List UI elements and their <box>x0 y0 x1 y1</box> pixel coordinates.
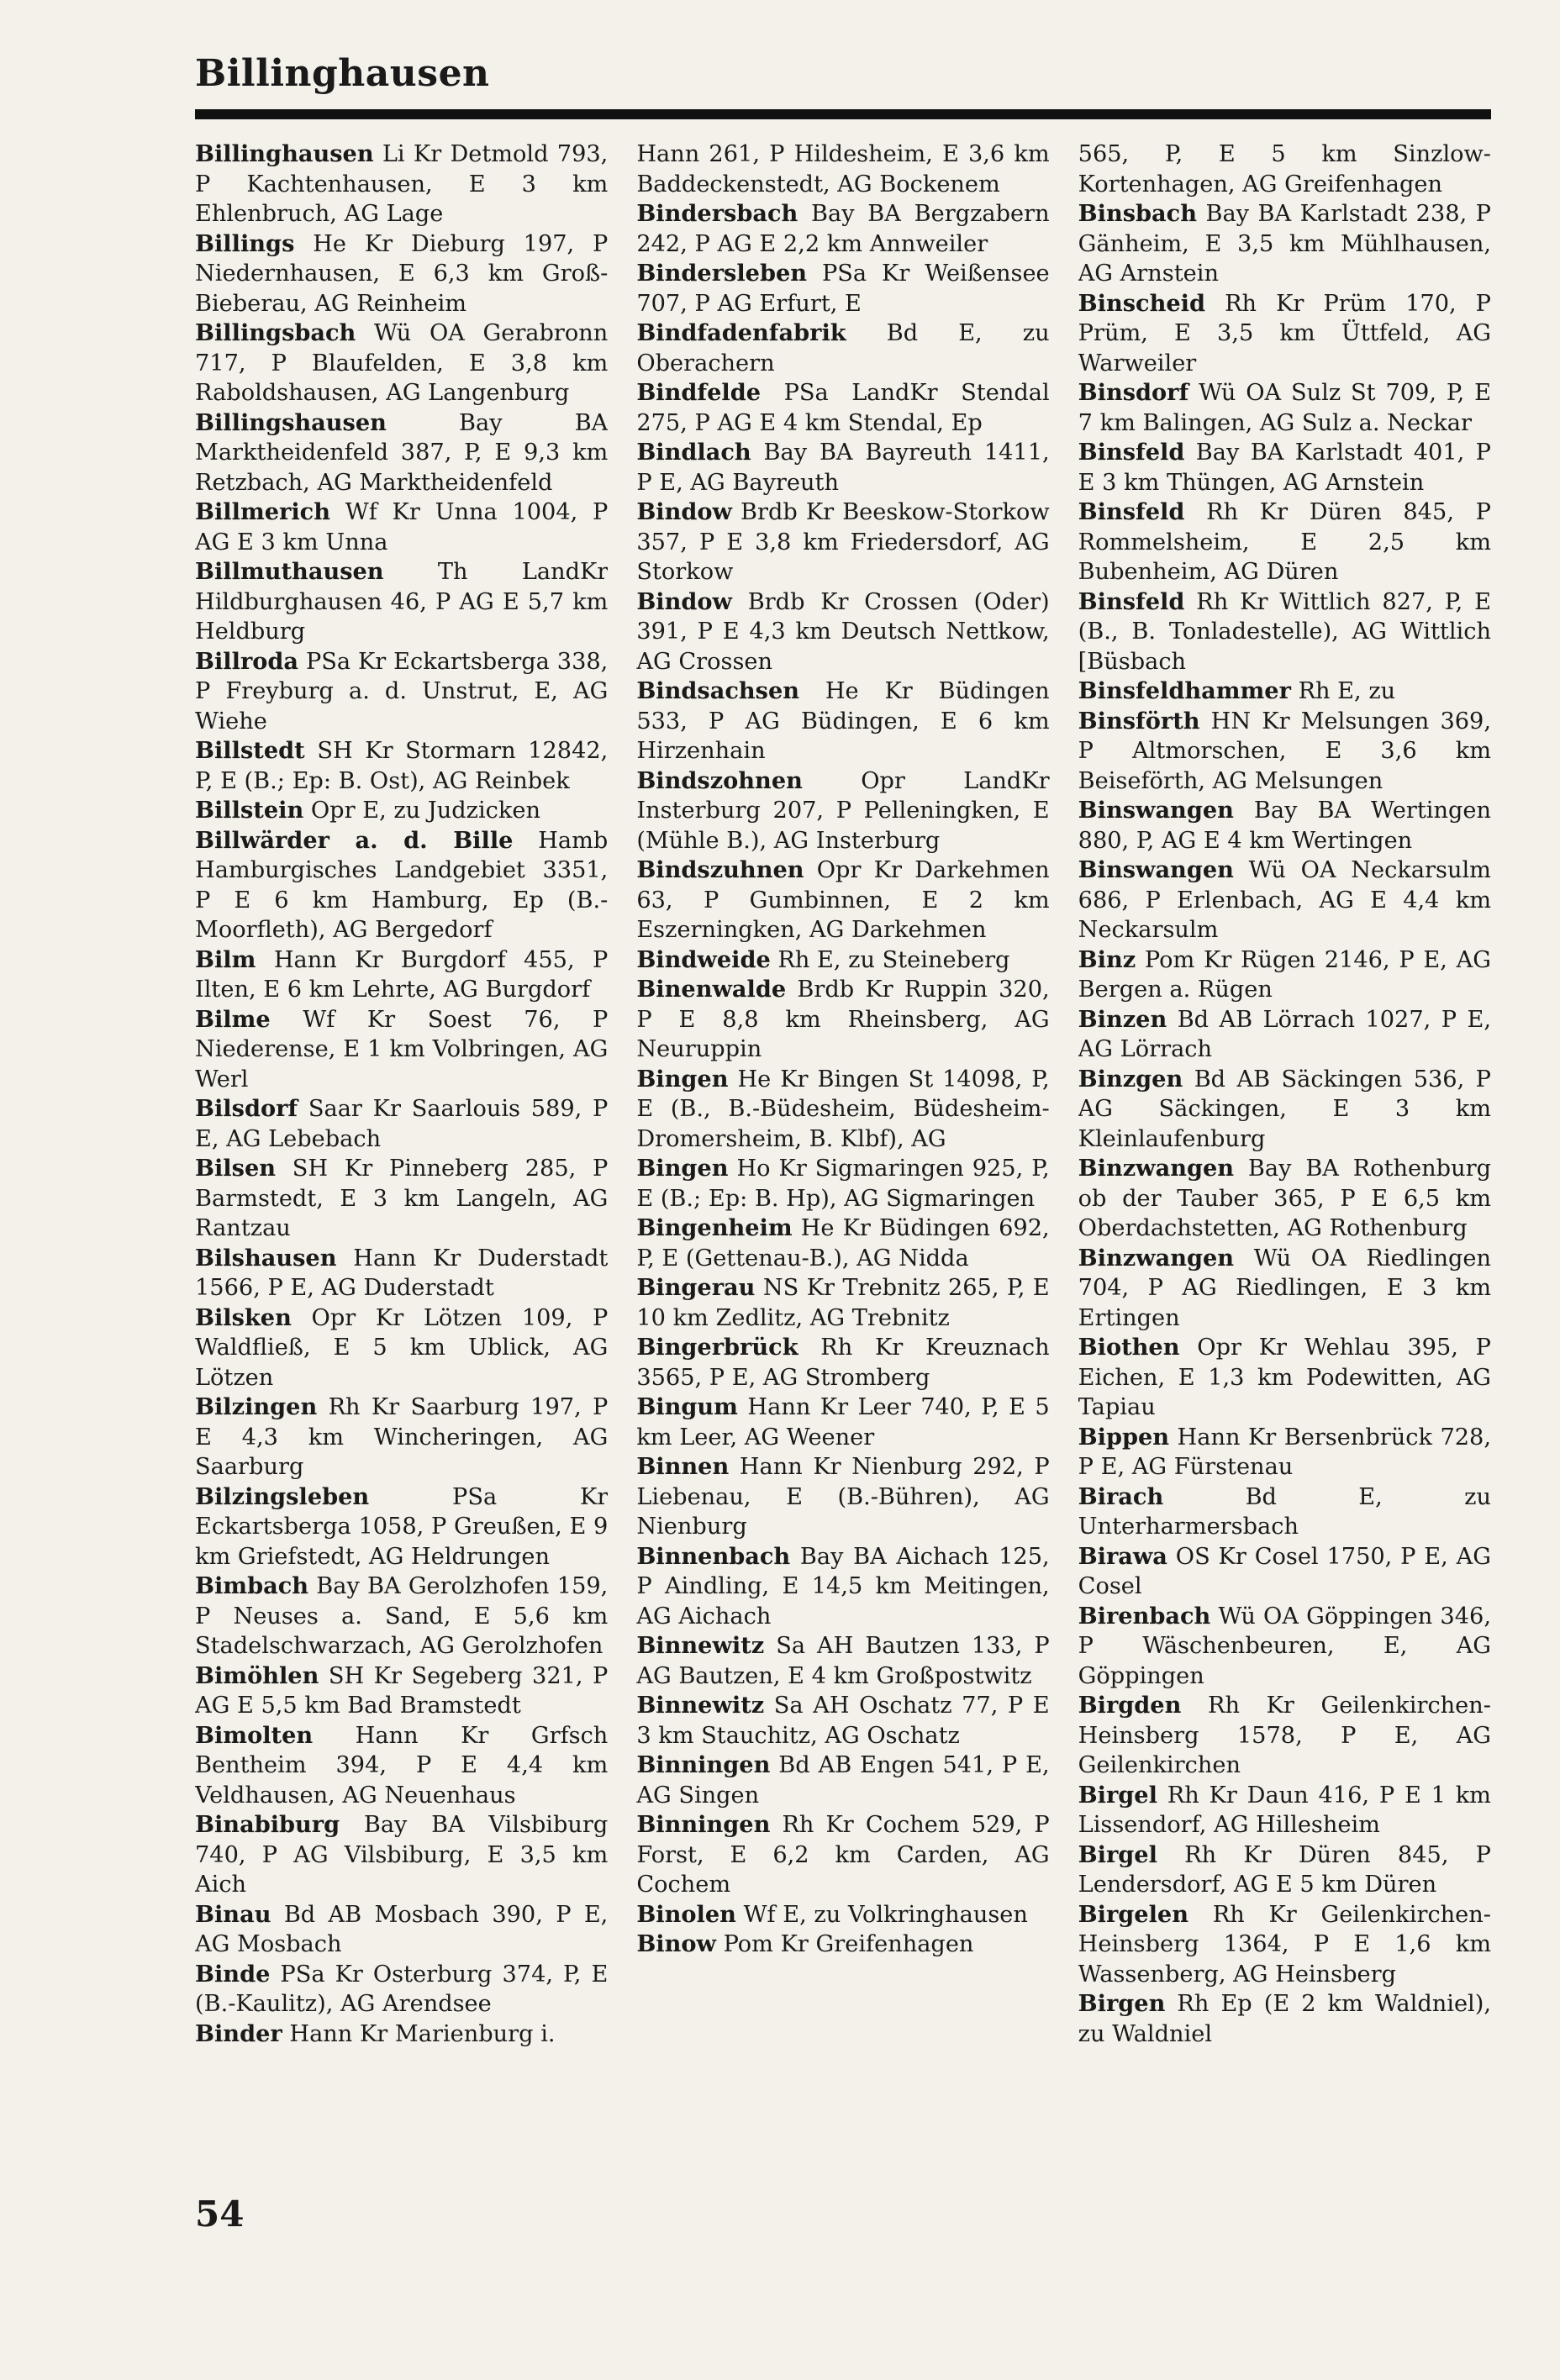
gazetteer-entry <box>1078 1989 1491 2049</box>
gazetteer-entry <box>1078 378 1491 438</box>
entry-headword: Bimbach <box>195 1572 309 1599</box>
gazetteer-entry <box>636 766 1049 856</box>
gazetteer-entry <box>1078 945 1491 1005</box>
entry-text: Wf Kr Unna 1004, P AG E 3 km Unna <box>195 499 609 556</box>
entry-headword: Bindfadenfabrik <box>636 319 846 346</box>
entry-text: Bd E, zu Oberachern <box>636 320 1050 376</box>
entry-text: Rh Kr Cochem 529, P Forst, E 6,2 km Carden, AG Cochem <box>636 1812 1050 1898</box>
gazetteer-entry <box>636 378 1049 438</box>
entry-headword: Billingshausen <box>195 408 387 436</box>
entry-text: PSa Kr Weißensee 707, P AG Erfurt, E <box>636 261 1050 317</box>
entry-text: Pom Kr Rügen 2146, P E, AG Bergen a. Rügen <box>1078 946 1491 1003</box>
gazetteer-entry <box>1078 1065 1491 1155</box>
gazetteer-entry <box>636 1393 1049 1452</box>
entry-text: Ho Kr Sigmaringen 925, P, E (B.; Ep: B. Hp), AG Sigmaringen <box>636 1156 1050 1212</box>
entry-headword: Billmuthausen <box>195 558 384 585</box>
entry-headword: Bippen <box>1078 1423 1170 1451</box>
gazetteer-entry <box>636 1751 1049 1810</box>
entry-headword: Binzwangen <box>1078 1244 1235 1272</box>
entry-text: Bay BA Marktheidenfeld 387, P, E 9,3 km Retzbach, AG Marktheidenfeld <box>195 409 609 496</box>
gazetteer-entry <box>636 1065 1049 1155</box>
entry-headword: Billingsbach <box>195 319 356 346</box>
gazetteer-entry <box>195 1661 608 1721</box>
gazetteer-entry <box>636 199 1049 259</box>
entry-headword: Bingerau <box>636 1274 756 1301</box>
entry-text: Bay BA Karlstadt 401, P E 3 km Thüngen, AG Arnstein <box>1078 440 1491 496</box>
entry-headword: Birgelen <box>1078 1900 1188 1928</box>
entry-text: SH Kr Pinneberg 285, P Barmstedt, E 3 km Langeln, AG Rantzau <box>195 1156 609 1241</box>
entry-headword: Binder <box>195 2019 282 2047</box>
entry-text: Li Kr Detmold 793, P Kachtenhausen, E 3 km Ehlenbruch, AG Lage <box>195 141 609 227</box>
entry-text: Pom Kr Greifenhagen <box>723 1931 974 1957</box>
gazetteer-entry <box>636 975 1049 1065</box>
gazetteer-entry <box>195 408 608 498</box>
running-head: Billinghausen <box>195 52 490 95</box>
column-3 <box>1078 140 1491 2257</box>
entry-headword: Bilzingsleben <box>195 1482 370 1510</box>
column-2 <box>636 140 1049 2257</box>
gazetteer-entry <box>1078 289 1491 379</box>
gazetteer-entry <box>195 498 608 557</box>
entry-text: Opr Kr Wehlau 395, P Eichen, E 1,3 km Podewitten, AG Tapiau <box>1078 1335 1491 1420</box>
gazetteer-entry <box>636 1333 1049 1393</box>
entry-text: SH Kr Stormarn 12842, P, E (B.; Ep: B. Ost), AG Reinbek <box>195 738 609 794</box>
entry-text: Rh Kr Saarburg 197, P E 4,3 km Wincheringen, AG Saarburg <box>195 1394 609 1480</box>
entry-headword: Binsfeld <box>1078 498 1185 525</box>
gazetteer-entry <box>1078 1333 1491 1423</box>
entry-text: Wf Kr Soest 76, P Niederense, E 1 km Volbringen, AG Werl <box>195 1006 609 1093</box>
entry-headword: Binabiburg <box>195 1811 340 1838</box>
gazetteer-entry <box>195 140 608 229</box>
entry-text: Bd AB Lörrach 1027, P E, AG Lörrach <box>1078 1006 1491 1062</box>
gazetteer-entry <box>1078 587 1491 677</box>
entry-headword: Binde <box>195 1960 271 1988</box>
entry-text: Rh Kr Düren 845, P Lendersdorf, AG E 5 km Düren <box>1078 1841 1491 1898</box>
entry-headword: Bilsen <box>195 1155 277 1182</box>
entry-text: Wü OA Neckarsulm 686, P Erlenbach, AG E 4,4 km Neckarsulm <box>1078 857 1491 943</box>
gazetteer-entry <box>1078 1781 1491 1840</box>
entry-text: Wü OA Göppingen 346, P Wäschenbeuren, E, AG Göppingen <box>1078 1603 1491 1689</box>
gazetteer-entry <box>195 1393 608 1482</box>
entry-text: Opr Kr Darkehmen 63, P Gumbinnen, E 2 km Eszerningken, AG Darkehmen <box>636 857 1050 943</box>
entry-text: Saar Kr Saarlouis 589, P E, AG Lebebach <box>195 1096 609 1152</box>
gazetteer-entry <box>1078 438 1491 498</box>
gazetteer-entry <box>636 1154 1049 1214</box>
gazetteer-entry <box>195 229 608 319</box>
entry-headword: Bindlach <box>636 439 751 466</box>
entry-headword: Bindszohnen <box>636 766 803 794</box>
gazetteer-entry <box>1078 1244 1491 1334</box>
entry-text: Wü OA Gerabronn 717, P Blaufelden, E 3,8 km Raboldshausen, AG Langenburg <box>195 320 609 406</box>
gazetteer-entry <box>195 319 608 408</box>
gazetteer-entry <box>636 1273 1049 1333</box>
entry-text: OS Kr Cosel 1750, P E, AG Cosel <box>1078 1543 1491 1599</box>
entry-headword: Binnewitz <box>636 1632 765 1659</box>
entry-text: Wf E, zu Volkringhausen <box>743 1901 1028 1928</box>
entry-headword: Binsbach <box>1078 200 1197 227</box>
gazetteer-entry <box>195 557 608 647</box>
entry-headword: Birawa <box>1078 1542 1167 1570</box>
gazetteer-entry <box>1078 1154 1491 1244</box>
gazetteer-entry <box>195 1960 608 2019</box>
gazetteer-entry <box>636 1214 1049 1273</box>
entry-headword: Binsfeldhammer <box>1078 677 1291 704</box>
gazetteer-entry <box>1078 707 1491 797</box>
entry-text: Th LandKr Hildburghausen 46, P AG E 5,7 km Heldburg <box>195 559 609 645</box>
entry-headword: Binscheid <box>1078 289 1205 317</box>
entry-text: Hann Kr Grfsch Bentheim 394, P E 4,4 km Veldhausen, AG Neuenhaus <box>195 1722 609 1809</box>
gazetteer-entry <box>195 796 608 826</box>
entry-text: Bd AB Säckingen 536, P AG Säckingen, E 3 km Kleinlaufenburg <box>1078 1066 1491 1152</box>
entry-headword: Bilsken <box>195 1303 292 1331</box>
gazetteer-entry <box>636 1542 1049 1632</box>
gazetteer-entry <box>1078 1542 1491 1602</box>
gazetteer-entry <box>636 677 1049 766</box>
entry-text: Opr LandKr Insterburg 207, P Pelleningken, E (Mühle B.), AG Insterburg <box>636 767 1050 854</box>
gazetteer-entry <box>636 587 1049 677</box>
gazetteer-entry <box>636 856 1049 945</box>
entry-text: He Kr Bingen St 14098, P, E (B., B.-Büdesheim, Büdesheim-Dromersheim, B. Klbf), AG <box>636 1066 1050 1152</box>
gazetteer-entry <box>1078 199 1491 289</box>
gazetteer-entry <box>636 1691 1049 1751</box>
entry-text: SH Kr Segeberg 321, P AG E 5,5 km Bad Bramstedt <box>195 1662 609 1719</box>
entry-text: Bay BA Karlstadt 238, P Gänheim, E 3,5 km Mühlhausen, AG Arnstein <box>1078 201 1491 287</box>
gazetteer-entry <box>1078 796 1491 856</box>
gazetteer-entry <box>636 319 1049 378</box>
entry-text: Rh Kr Düren 845, P Rommelsheim, E 2,5 km Bubenheim, AG Düren <box>1078 499 1491 585</box>
gazetteer-entry <box>1078 1602 1491 1692</box>
entry-headword: Binningen <box>636 1751 771 1778</box>
entry-text: Rh E, zu <box>1298 678 1396 704</box>
gazetteer-entry <box>195 647 608 737</box>
gazetteer-entry <box>195 2019 608 2050</box>
page-number: 54 <box>195 2193 245 2235</box>
entry-text: Opr Kr Lötzen 109, P Waldfließ, E 5 km Ublick, AG Lötzen <box>195 1304 609 1391</box>
entry-headword: Billings <box>195 229 295 257</box>
gazetteer-entry <box>636 1900 1049 1930</box>
entry-text: Rh Kr Geilenkirchen-Heinsberg 1578, P E, AG Geilenkirchen <box>1078 1693 1491 1778</box>
gazetteer-entry <box>636 438 1049 498</box>
entry-text: Hann 261, P Hildesheim, E 3,6 km Baddeckenstedt, AG Bockenem <box>636 141 1050 197</box>
entry-headword: Bindsachsen <box>636 677 800 704</box>
entry-headword: Billroda <box>195 647 299 675</box>
gazetteer-entry <box>1078 140 1491 199</box>
entry-text: Bd E, zu Unterharmersbach <box>1078 1483 1491 1540</box>
column-1 <box>195 140 608 2257</box>
entry-headword: Bilme <box>195 1005 271 1033</box>
entry-headword: Birgel <box>1078 1781 1157 1809</box>
entry-text: Bay BA Vilsbiburg 740, P AG Vilsbiburg, E 3,5 km Aich <box>195 1812 609 1898</box>
entry-headword: Binsfeld <box>1078 439 1185 466</box>
gazetteer-entry <box>195 736 608 796</box>
entry-text: Hann Kr Nienburg 292, P Liebenau, E (B.-Bühren), AG Nienburg <box>636 1454 1050 1540</box>
entry-text: He Kr Dieburg 197, P Niedernhausen, E 6,3 km Groß-Bieberau, AG Reinheim <box>195 230 609 317</box>
gazetteer-entry <box>1078 1840 1491 1900</box>
entry-headword: Birgen <box>1078 1990 1166 2017</box>
entry-text: Wü OA Riedlingen 704, P AG Riedlingen, E 3 km Ertingen <box>1078 1245 1491 1331</box>
entry-headword: Bingen <box>636 1155 729 1182</box>
entry-headword: Bingum <box>636 1393 738 1420</box>
entry-headword: Biothen <box>1078 1334 1180 1361</box>
gazetteer-entry <box>195 1154 608 1244</box>
header-rule <box>195 109 1491 119</box>
entry-headword: Billstedt <box>195 737 305 764</box>
entry-headword: Bimöhlen <box>195 1661 319 1689</box>
gazetteer-entry <box>195 1005 608 1095</box>
entry-headword: Bindweide <box>636 945 771 973</box>
entry-text: Sa AH Bautzen 133, P AG Bautzen, E 4 km Großpostwitz <box>636 1633 1050 1689</box>
gazetteer-entry <box>195 1900 608 1960</box>
entry-headword: Binzen <box>1078 1005 1167 1033</box>
entry-headword: Bingenheim <box>636 1214 793 1241</box>
entry-headword: Binz <box>1078 945 1136 973</box>
gazetteer-entry <box>1078 1005 1491 1065</box>
entry-text: Opr E, zu Judzicken <box>310 798 540 824</box>
entry-text: PSa Kr Osterburg 374, P, E (B.-Kaulitz), AG Arendsee <box>195 1961 609 2017</box>
entry-text: HN Kr Melsungen 369, P Altmorschen, E 3,6 km Beiseförth, AG Melsungen <box>1078 708 1491 794</box>
gazetteer-entry <box>636 498 1049 587</box>
entry-text: He Kr Büdingen 692, P, E (Gettenau-B.), AG Nidda <box>636 1215 1050 1272</box>
entry-headword: Binningen <box>636 1811 771 1838</box>
gazetteer-entry <box>636 945 1049 976</box>
entry-headword: Binenwalde <box>636 976 787 1003</box>
gazetteer-entry <box>636 140 1049 199</box>
gazetteer-entry <box>195 1303 608 1393</box>
entry-text: Rh Kr Kreuznach 3565, P E, AG Stromberg <box>636 1335 1050 1391</box>
entry-text: PSa Kr Eckartsberga 338, P Freyburg a. d. Unstrut, E, AG Wiehe <box>195 648 609 735</box>
entry-text: 565, P, E 5 km Sinzlow-Kortenhagen, AG Greifenhagen <box>1078 141 1491 197</box>
entry-text: Wü OA Sulz St 709, P, E 7 km Balingen, AG Sulz a. Neckar <box>1078 380 1491 436</box>
entry-headword: Bindow <box>636 587 732 615</box>
entry-headword: Binzwangen <box>1078 1155 1235 1182</box>
gazetteer-entry <box>1078 498 1491 587</box>
entry-headword: Bindfelde <box>636 379 762 406</box>
entry-headword: Binnenbach <box>636 1542 791 1570</box>
entry-headword: Binnewitz <box>636 1692 765 1719</box>
entry-text: Bay BA Gerolzhofen 159, P Neuses a. Sand, E 5,6 km Stadelschwarzach, AG Gerolzhofen <box>195 1573 609 1659</box>
gazetteer-entry <box>636 1930 1049 1960</box>
entry-headword: Billwärder a. d. Bille <box>195 826 514 854</box>
entry-headword: Bilshausen <box>195 1244 337 1272</box>
entry-headword: Binolen <box>636 1900 736 1928</box>
entry-text: Sa AH Oschatz 77, P E 3 km Stauchitz, AG Oschatz <box>636 1693 1050 1749</box>
entry-headword: Binsdorf <box>1078 379 1189 406</box>
entry-text: PSa Kr Eckartsberga 1058, P Greußen, E 9 km Griefstedt, AG Heldrungen <box>195 1483 609 1570</box>
entry-text: Bay BA Rothenburg ob der Tauber 365, P E 6,5 km Oberdachstetten, AG Rothenburg <box>1078 1156 1491 1241</box>
gazetteer-entry <box>636 1452 1049 1542</box>
gazetteer-entry <box>636 1631 1049 1691</box>
entry-columns <box>195 140 1491 2257</box>
entry-text: Bay BA Aichach 125, P Aindling, E 14,5 km Meitingen, AG Aichach <box>636 1543 1050 1630</box>
entry-text: Bay BA Bayreuth 1411, P E, AG Bayreuth <box>636 440 1050 496</box>
entry-headword: Binnen <box>636 1453 730 1480</box>
entry-text: Brdb Kr Beeskow-Storkow 357, P E 3,8 km Friedersdorf, AG Storkow <box>636 499 1050 585</box>
entry-headword: Bilsdorf <box>195 1095 298 1122</box>
entry-text: Bd AB Engen 541, P E, AG Singen <box>636 1752 1050 1809</box>
gazetteer-entry <box>1078 1423 1491 1482</box>
entry-text: Bay BA Bergzabern 242, P AG E 2,2 km Annweiler <box>636 201 1050 257</box>
gazetteer-entry <box>195 1244 608 1303</box>
gazetteer-entry <box>195 1721 608 1811</box>
entry-headword: Binow <box>636 1930 716 1957</box>
entry-headword: Bindersleben <box>636 260 808 287</box>
entry-headword: Bilzingen <box>195 1393 318 1420</box>
gazetteer-entry <box>195 1572 608 1661</box>
entry-headword: Bindszuhnen <box>636 856 804 883</box>
entry-headword: Binzgen <box>1078 1065 1183 1093</box>
entry-text: Brdb Kr Ruppin 320, P E 8,8 km Rheinsberg, AG Neuruppin <box>636 977 1050 1062</box>
entry-text: Rh Kr Daun 416, P E 1 km Lissendorf, AG Hillesheim <box>1078 1782 1491 1838</box>
entry-headword: Bindow <box>636 498 732 525</box>
entry-headword: Billstein <box>195 797 304 824</box>
entry-text: Hann Kr Leer 740, P, E 5 km Leer, AG Weener <box>636 1394 1050 1451</box>
entry-text: Bay BA Wertingen 880, P, AG E 4 km Wertingen <box>1078 798 1491 854</box>
entry-headword: Binsförth <box>1078 707 1200 735</box>
entry-text: He Kr Büdingen 533, P AG Büdingen, E 6 km Hirzenhain <box>636 678 1050 764</box>
entry-text: Rh Kr Wittlich 827, P, E (B., B. Tonladestelle), AG Wittlich [Büsbach <box>1078 588 1491 675</box>
entry-headword: Bilm <box>195 945 256 973</box>
gazetteer-entry <box>1078 677 1491 707</box>
gazetteer-entry <box>1078 1691 1491 1781</box>
entry-headword: Billinghausen <box>195 140 374 167</box>
entry-text: Rh E, zu Steineberg <box>777 946 1010 973</box>
gazetteer-entry <box>1078 1482 1491 1542</box>
entry-text: Hann Kr Bersenbrück 728, P E, AG Fürstenau <box>1078 1424 1491 1480</box>
gazetteer-entry <box>195 1094 608 1154</box>
entry-headword: Bindersbach <box>636 200 798 227</box>
entry-headword: Bingen <box>636 1065 729 1093</box>
entry-text: Hann Kr Duderstadt 1566, P E, AG Duderstadt <box>195 1245 609 1301</box>
entry-text: Rh Kr Prüm 170, P Prüm, E 3,5 km Üttfeld, AG Warweiler <box>1078 290 1491 376</box>
entry-headword: Birgden <box>1078 1692 1182 1719</box>
entry-headword: Bimolten <box>195 1721 314 1749</box>
gazetteer-entry <box>1078 856 1491 945</box>
gazetteer-entry <box>636 1810 1049 1900</box>
entry-headword: Billmerich <box>195 498 331 525</box>
gazetteer-entry <box>195 1482 608 1572</box>
entry-headword: Birach <box>1078 1482 1164 1510</box>
gazetteer-entry <box>195 826 608 945</box>
entry-headword: Binau <box>195 1900 271 1928</box>
entry-text: Hann Kr Marienburg i. <box>289 2020 556 2047</box>
entry-headword: Binsfeld <box>1078 587 1185 615</box>
gazetteer-entry <box>1078 1900 1491 1990</box>
entry-headword: Binswangen <box>1078 856 1234 883</box>
entry-text: Hamb Hamburgisches Landgebiet 3351, P E 6 km Hamburg, Ep (B.-Moorfleth), AG Bergedorf <box>195 827 609 943</box>
entry-headword: Birgel <box>1078 1840 1157 1868</box>
gazetteer-entry <box>636 259 1049 319</box>
entry-text: Bd AB Mosbach 390, P E, AG Mosbach <box>195 1901 609 1957</box>
entry-text: Rh Ep (E 2 km Waldniel), zu Waldniel <box>1078 1991 1491 2047</box>
entry-text: NS Kr Trebnitz 265, P, E 10 km Zedlitz, AG Trebnitz <box>636 1275 1050 1331</box>
entry-headword: Birenbach <box>1078 1602 1211 1630</box>
entry-headword: Binswangen <box>1078 797 1234 824</box>
gazetteer-entry <box>195 1810 608 1900</box>
entry-text: Brdb Kr Crossen (Oder) 391, P E 4,3 km Deutsch Nettkow, AG Crossen <box>636 588 1050 675</box>
entry-text: PSa LandKr Stendal 275, P AG E 4 km Stendal, Ep <box>636 380 1050 436</box>
gazetteer-entry <box>195 945 608 1005</box>
entry-text: Rh Kr Geilenkirchen-Heinsberg 1364, P E 1,6 km Wassenberg, AG Heinsberg <box>1078 1901 1491 1988</box>
entry-text: Hann Kr Burgdorf 455, P Ilten, E 6 km Lehrte, AG Burgdorf <box>195 946 609 1003</box>
entry-headword: Bingerbrück <box>636 1334 798 1361</box>
